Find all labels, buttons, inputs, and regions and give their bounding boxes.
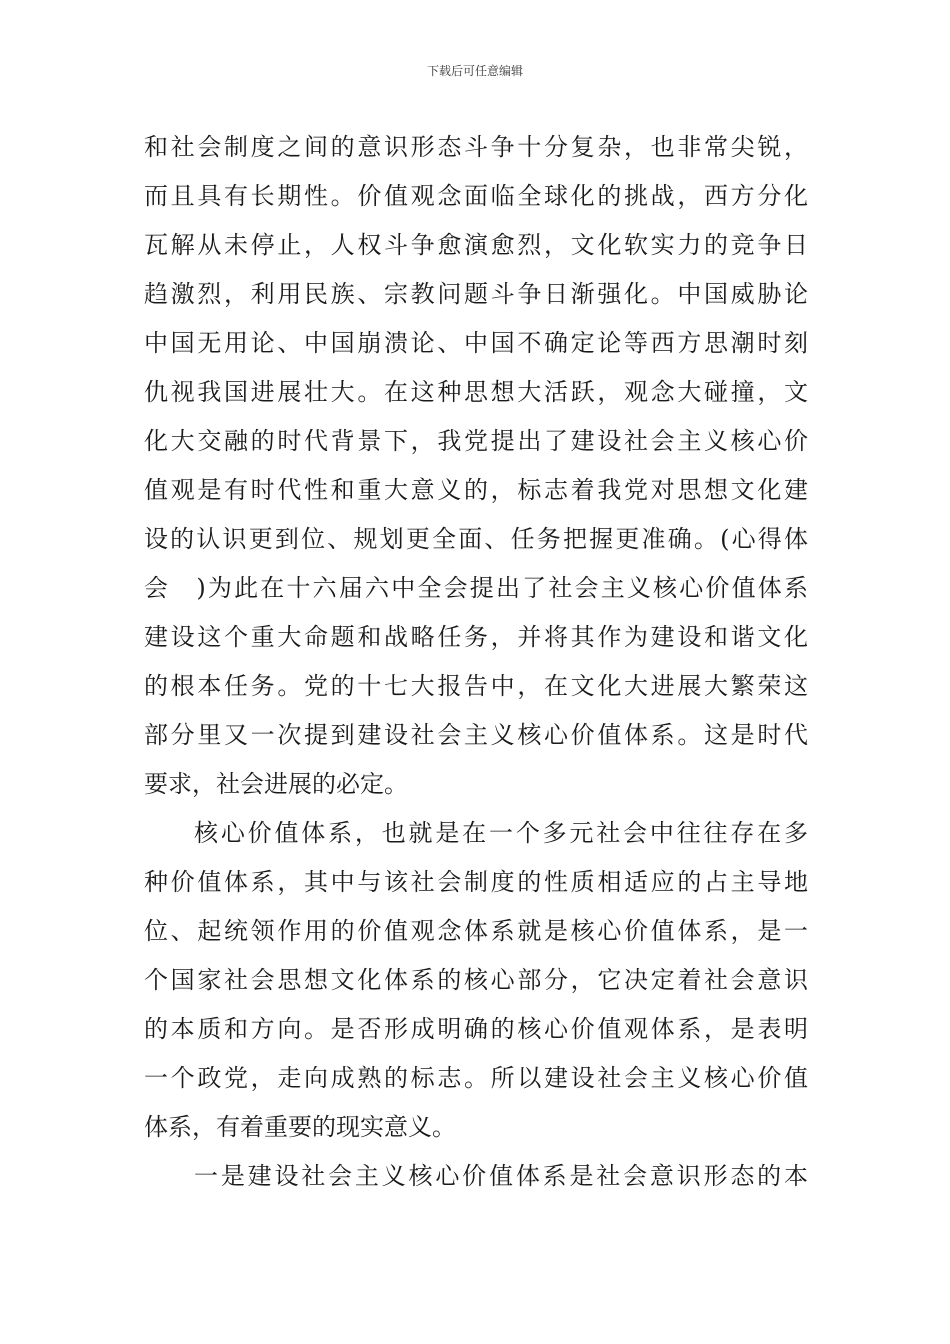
text-line: 趋激烈，利用民族、宗教问题斗争日渐强化。中国威胁论 [144,280,808,308]
paragraph-1 [144,123,808,809]
text-line: 个国家社会思想文化体系的核心部分，它决定着社会意识 [144,966,808,994]
text-line: 一个政党，走向成熟的标志。所以建设社会主义核心价值 [144,1064,808,1092]
text-line: 体系，有着重要的现实意义。 [144,1113,456,1141]
text-line: 而且具有长期性。价值观念面临全球化的挑战，西方分化 [144,182,808,210]
text-line: 设的认识更到位、规划更全面、任务把握更准确。(心得体 [144,525,808,553]
text-line: 核心价值体系，也就是在一个多元社会中往往存在多 [194,819,808,847]
paragraph-3 [144,1152,808,1201]
text-line: 位、起统领作用的价值观念体系就是核心价值体系，是一 [144,917,808,945]
text-line: 建设这个重大命题和战略任务，并将其作为建设和谐文化 [144,623,808,651]
text-line: 一是建设社会主义核心价值体系是社会意识形态的本 [194,1162,808,1190]
text-line: 部分里又一次提到建设社会主义核心价值体系。这是时代 [144,721,808,749]
text-line: 会 )为此在十六届六中全会提出了社会主义核心价值体系 [144,574,808,602]
text-line: 种价值体系，其中与该社会制度的性质相适应的占主导地 [144,868,808,896]
document-body [144,123,808,1201]
text-line: 和社会制度之间的意识形态斗争十分复杂，也非常尖锐， [144,133,808,161]
paragraph-2 [144,809,808,1152]
text-line: 要求，社会进展的必定。 [144,770,408,798]
text-line: 瓦解从未停止，人权斗争愈演愈烈，文化软实力的竞争日 [144,231,808,259]
page-header: 下载后可任意编辑 [426,64,523,78]
text-line: 的根本任务。党的十七大报告中，在文化大进展大繁荣这 [144,672,808,700]
text-line: 值观是有时代性和重大意义的，标志着我党对思想文化建 [144,476,808,504]
text-line: 化大交融的时代背景下，我党提出了建设社会主义核心价 [144,427,808,455]
text-line: 中国无用论、中国崩溃论、中国不确定论等西方思潮时刻 [144,329,808,357]
text-line: 的本质和方向。是否形成明确的核心价值观体系，是表明 [144,1015,808,1043]
text-line: 仇视我国进展壮大。在这种思想大活跃，观念大碰撞，文 [144,378,808,406]
